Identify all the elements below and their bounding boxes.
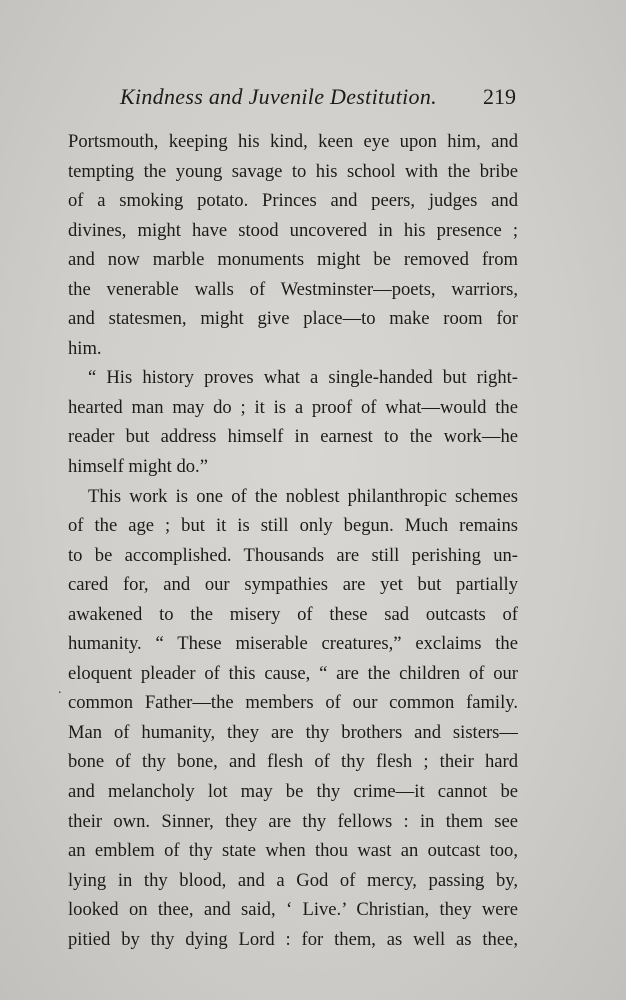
text-line: bone of thy bone, and flesh of thy flesh ; their hard <box>68 751 518 773</box>
text-line: and now marble monuments might be removed from <box>68 249 518 271</box>
text-line: lying in thy blood, and a God of mercy, passing by, <box>68 869 518 891</box>
stray-ink-mark: . <box>58 682 62 697</box>
text-line: of a smoking potato. Princes and peers, judges and <box>68 190 518 212</box>
text-line: tempting the young savage to his school with the bribe <box>68 160 518 182</box>
text-line: and statesmen, might give place—to make room for <box>68 308 518 330</box>
text-line: cared for, and our sympathies are yet but partially <box>68 574 518 596</box>
text-line: their own. Sinner, they are thy fellows : in them see <box>68 810 518 832</box>
page-header <box>68 84 516 116</box>
text-line: awakened to the misery of these sad outcasts of <box>68 603 518 625</box>
text-line: himself might do.” <box>68 456 208 478</box>
text-line: “ His history proves what a single-handed but right- <box>88 367 518 389</box>
text-line: him. <box>68 337 102 359</box>
running-title: Kindness and Juvenile Destitution. <box>120 84 437 109</box>
text-line: divines, might have stood uncovered in his presence ; <box>68 219 518 241</box>
text-line: pitied by thy dying Lord : for them, as well as thee, <box>68 928 518 950</box>
text-line: Man of humanity, they are thy brothers and sisters— <box>68 721 518 743</box>
text-line: an emblem of thy state when thou wast an outcast too, <box>68 840 518 862</box>
text-line: to be accomplished. Thousands are still perishing un- <box>68 544 518 566</box>
text-line: eloquent pleader of this cause, “ are the children of our <box>68 662 518 684</box>
text-line: of the age ; but it is still only begun. Much remains <box>68 515 518 537</box>
text-line: humanity. “ These miserable creatures,” exclaims the <box>68 633 518 655</box>
text-line: and melancholy lot may be thy crime—it cannot be <box>68 781 518 803</box>
page-number: 219 <box>483 84 516 109</box>
text-line: the venerable walls of Westminster—poets, warriors, <box>68 278 518 300</box>
text-line: reader but address himself in earnest to the work—he <box>68 426 518 448</box>
text-line: hearted man may do ; it is a proof of what—would the <box>68 396 518 418</box>
text-line: Portsmouth, keeping his kind, keen eye upon him, and <box>68 131 518 152</box>
text-line: common Father—the members of our common family. <box>68 692 518 714</box>
text-line: This work is one of the noblest philanthropic schemes <box>88 485 518 507</box>
text-line: looked on thee, and said, ‘ Live.’ Christian, they were <box>68 899 518 921</box>
body-text <box>68 127 518 954</box>
